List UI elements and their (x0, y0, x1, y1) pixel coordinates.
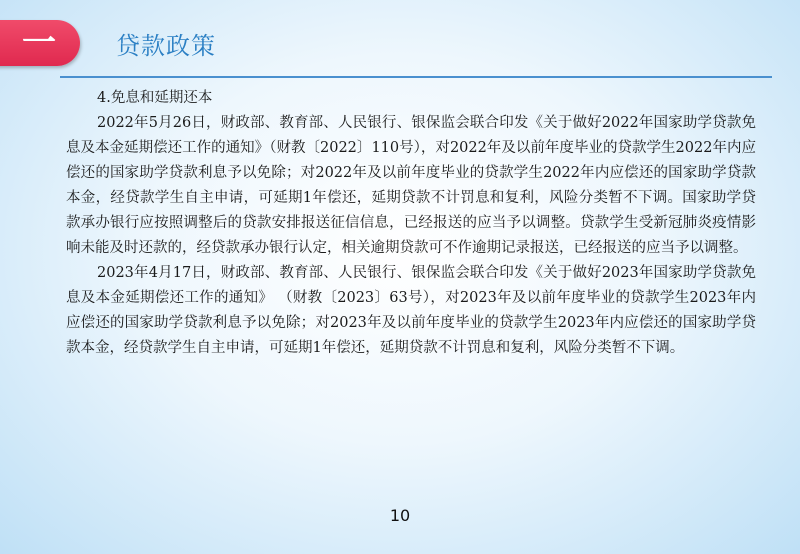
paragraph-2023: 2023年4月17日，财政部、教育部、人民银行、银保监会联合印发《关于做好2023年国家助学贷款免息及本金延期偿还工作的通知》 （财教〔2023〕63号），对2023年及以前年度毕业的贷款学生2023年内应偿还的国家助学贷款利息予以免除；对2023年及以前年度毕业的贷款学生2023年内应偿还的国家助学贷款本金，经贷款学生自主申请，可延期1年偿还，延期贷款不计罚息和复利，风险分类暂不下调。 (66, 265, 756, 356)
header-divider (60, 76, 772, 78)
section-numeral: 一 (22, 23, 56, 63)
body-content (66, 86, 756, 361)
paragraph-2022: 2022年5月26日，财政部、教育部、人民银行、银保监会联合印发《关于做好2022年国家助学贷款免息及本金延期偿还工作的通知》（财教〔2022〕110号），对2022年及以前年度毕业的贷款学生2022年内应偿还的国家助学贷款利息予以免除；对2022年及以前年度毕业的贷款学生2022年内应偿还的国家助学贷款本金，经贷款学生自主申请，可延期1年偿还，延期贷款不计罚息和复利，风险分类暂不下调。国家助学贷款承办银行应按照调整后的贷款安排报送征信信息，已经报送的应当予以调整。贷款学生受新冠肺炎疫情影响未能及时还款的，经贷款承办银行认定，相关逾期贷款可不作逾期记录报送，已经报送的应当予以调整。 (66, 115, 756, 256)
section-title: 贷款政策 (116, 32, 216, 60)
page-number: 10 (389, 506, 411, 525)
section-number-tab (0, 20, 80, 66)
subheading: 4.免息和延期还本 (97, 90, 213, 106)
